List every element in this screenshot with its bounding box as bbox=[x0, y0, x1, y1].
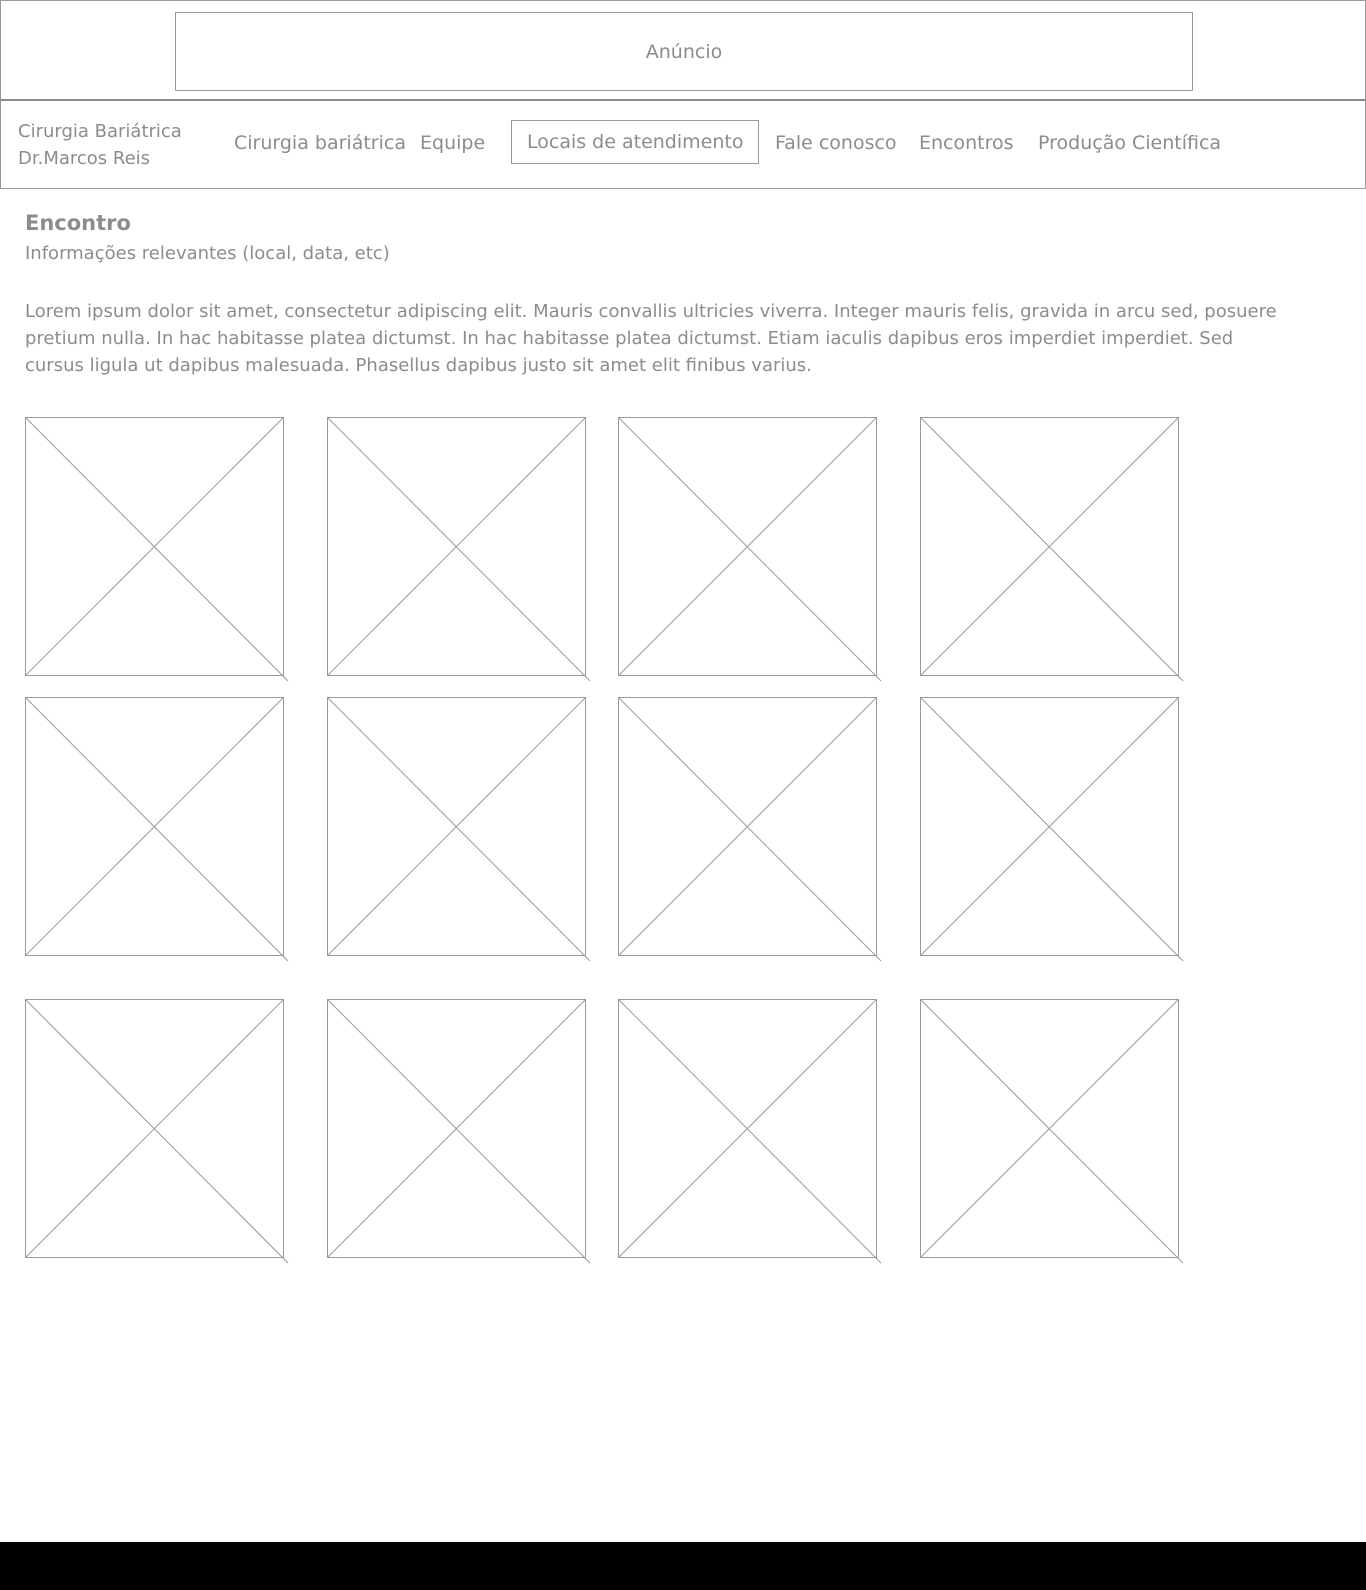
image-placeholder-icon bbox=[618, 697, 881, 961]
site-brand[interactable] bbox=[18, 118, 182, 172]
image-placeholder-icon bbox=[25, 999, 288, 1263]
image-placeholder-icon bbox=[327, 999, 590, 1263]
gallery-image-r1-c2[interactable] bbox=[327, 417, 585, 675]
page-footer bbox=[0, 1542, 1366, 1590]
gallery-image-r2-c3[interactable] bbox=[618, 697, 876, 955]
gallery-image-r2-c2[interactable] bbox=[327, 697, 585, 955]
page-title: Encontro bbox=[25, 211, 131, 235]
nav-item-encontros[interactable]: Encontros bbox=[919, 132, 1014, 154]
nav-item-fale-conosco[interactable]: Fale conosco bbox=[775, 132, 897, 154]
image-placeholder-icon bbox=[920, 417, 1183, 681]
image-placeholder-icon bbox=[25, 417, 288, 681]
brand-doctor-name: Dr.Marcos Reis bbox=[18, 148, 151, 169]
image-placeholder-icon bbox=[327, 417, 590, 681]
image-placeholder-icon bbox=[920, 697, 1183, 961]
image-placeholder-icon bbox=[920, 999, 1183, 1263]
gallery-image-r1-c4[interactable] bbox=[920, 417, 1178, 675]
ad-placeholder[interactable] bbox=[175, 12, 1193, 91]
gallery-image-r3-c2[interactable] bbox=[327, 999, 585, 1257]
nav-item-locais-de-atendimento[interactable]: Locais de atendimento bbox=[511, 120, 759, 164]
image-placeholder-icon bbox=[618, 999, 881, 1263]
nav-item-producao-cientifica[interactable]: Produção Científica bbox=[1038, 132, 1222, 154]
gallery-image-r1-c3[interactable] bbox=[618, 417, 876, 675]
gallery-image-r2-c1[interactable] bbox=[25, 697, 283, 955]
nav-item-equipe[interactable]: Equipe bbox=[420, 132, 486, 154]
nav-item-cirurgia-bariatrica[interactable]: Cirurgia bariátrica bbox=[234, 132, 406, 154]
gallery-image-r3-c1[interactable] bbox=[25, 999, 283, 1257]
gallery-image-r3-c4[interactable] bbox=[920, 999, 1178, 1257]
gallery-image-r2-c4[interactable] bbox=[920, 697, 1178, 955]
image-placeholder-icon bbox=[327, 697, 590, 961]
image-placeholder-icon bbox=[618, 417, 881, 681]
page-subtitle: Informações relevantes (local, data, etc) bbox=[25, 243, 390, 264]
ad-banner-area bbox=[0, 0, 1366, 99]
ad-label: Anúncio bbox=[645, 40, 723, 63]
gallery-image-r3-c3[interactable] bbox=[618, 999, 876, 1257]
top-navigation-bar bbox=[0, 99, 1366, 189]
brand-title: Cirurgia Bariátrica bbox=[18, 121, 182, 142]
page-description: Lorem ipsum dolor sit amet, consectetur adipiscing elit. Mauris convallis ultricies viverra. Integer mauris felis, gravida in arcu sed, posuere pretium nulla. In hac habitasse platea dictumst. In hac habitasse platea dictumst. Etiam iaculis dapibus eros imperdiet imperdiet. Sed cursus ligula ut dapibus malesuada. Phasellus dapibus justo sit amet elit finibus varius. bbox=[25, 301, 1277, 376]
image-placeholder-icon bbox=[25, 697, 288, 961]
gallery-image-r1-c1[interactable] bbox=[25, 417, 283, 675]
